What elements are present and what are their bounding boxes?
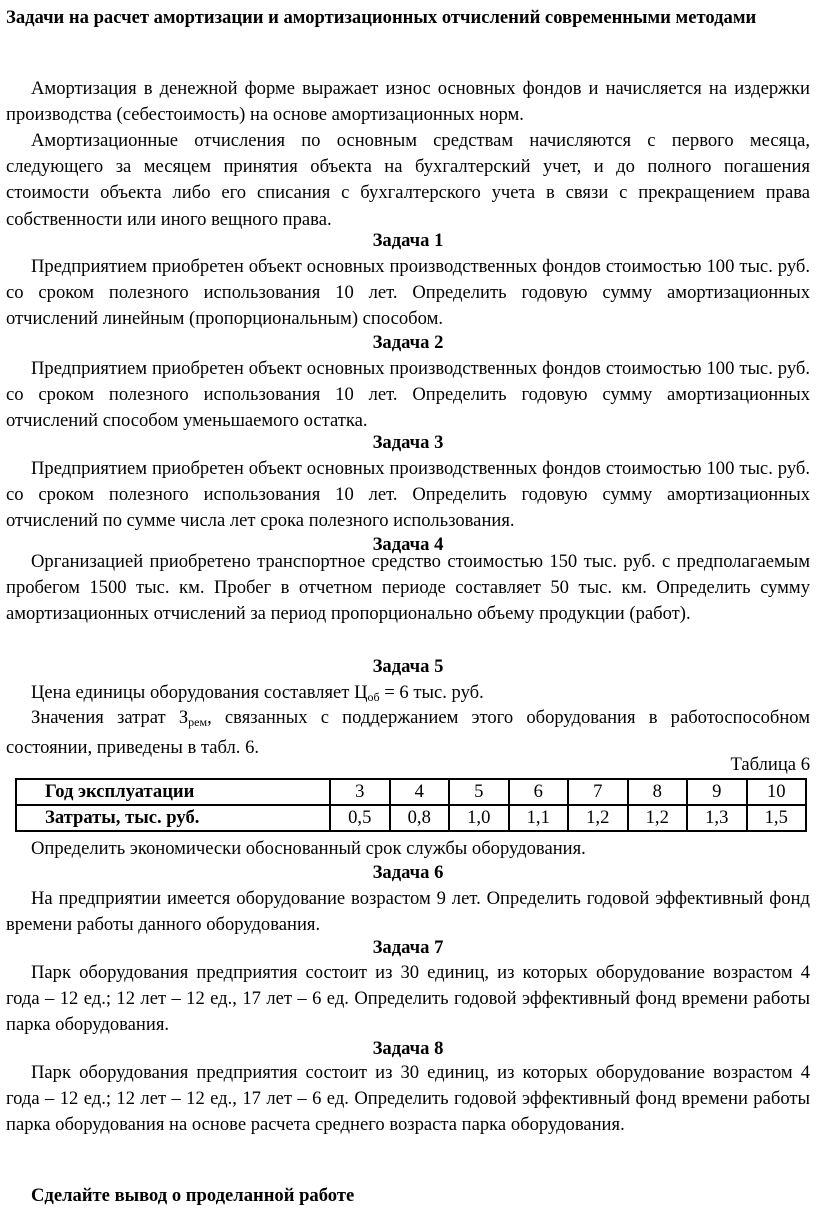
table-cell: 1,2 [568,805,628,831]
task3-heading: Задача 3 [372,432,444,453]
table-row-costs [16,805,806,831]
intro-paragraph-2: Амортизационные отчисления по основным средствам начисляются с первого месяца, следующего за месяцем принятия объекта на бухгалтерский учет, и до полного погашения стоимости объекта либо его списания с бухгалтерского учета в связи с прекращением права собственности или иного вещного права. [6,130,810,230]
task1-heading: Задача 1 [372,230,444,251]
table-cell: 1,5 [747,805,807,831]
row-label-costs: Затраты, тыс. руб. [16,805,330,831]
table-cell: 10 [747,779,807,805]
task5-question: Определить экономически обоснованный срок службы оборудования. [31,838,586,859]
task4-text: Организацией приобретено транспортное средство стоимостью 150 тыс. руб. с предполагаемым пробегом 1500 тыс. км. Пробег в отчетном периоде составляет 50 тыс. км. Определить сумму амортизационных отчислений за период пропорционально объему продукции (работ). [6,551,810,625]
task8-text: Парк оборудования предприятия состоит из 30 единиц, из которых оборудование возрастом 4 года – 12 ед.; 12 лет – 12 ед., 17 лет – 6 ед. Определить годовой эффективный фонд времени работы парка оборудования на основе расчета среднего возраста парка оборудования. [6,1062,810,1136]
task3-text: Предприятием приобретен объект основных производственных фондов стоимостью 100 тыс. руб. со сроком полезного использования 10 лет. Определить годовую сумму амортизационных отчислений по сумме числа лет срока полезного использования. [6,458,810,532]
table-cell: 9 [687,779,747,805]
table-caption: Таблица 6 [730,754,810,775]
intro-paragraph-1: Амортизация в денежной форме выражает износ основных фондов и начисляется на издержки производства (себестоимость) на основе амортизационных норм. [6,78,810,126]
task7-text: Парк оборудования предприятия состоит из 30 единиц, из которых оборудование возрастом 4 года – 12 ед.; 12 лет – 12 ед., 17 лет – 6 ед. Определить годовой эффективный фонд времени работы парка оборудования. [6,962,810,1036]
task5-heading: Задача 5 [372,656,444,677]
price-text: Цена единицы оборудования составляет Ц [31,682,368,703]
conclusion-instruction: Сделайте вывод о проделанной работе [31,1185,355,1206]
task2-heading: Задача 2 [372,332,444,353]
table-cell: 1,0 [449,805,509,831]
price-value: = 6 тыс. руб. [379,682,484,703]
table-cell: 3 [330,779,390,805]
table-cell: 0,8 [390,805,450,831]
task1-text: Предприятием приобретен объект основных производственных фондов стоимостью 100 тыс. руб. со сроком полезного использования 10 лет. Определить годовую сумму амортизационных отчислений линейным (пропорциональным) способом. [6,256,810,330]
table-cell: 6 [509,779,569,805]
costs-subscript: рем [188,715,208,729]
task8-heading: Задача 8 [372,1038,444,1059]
table-6 [15,778,807,832]
table-cell: 8 [628,779,688,805]
table-cell: 1,2 [628,805,688,831]
table-cell: 1,1 [509,805,569,831]
costs-text-rest: , связанных с поддержанием этого оборудования в работоспособном состоянии, приведены в табл. 6. [6,707,811,759]
table-cell: 5 [449,779,509,805]
task7-heading: Задача 7 [372,937,444,958]
costs-text: Значения затрат З [31,707,189,728]
table-cell: 4 [390,779,450,805]
document-title: Задачи на расчет амортизации и амортизационных отчислений современными методами [6,7,757,28]
price-subscript: об [367,690,380,704]
table-cell: 0,5 [330,805,390,831]
task6-heading: Задача 6 [372,862,444,883]
table-row-years [16,779,806,805]
row-label-years: Год эксплуатации [16,779,330,805]
task4-heading: Задача 4 [372,534,444,555]
task2-text: Предприятием приобретен объект основных производственных фондов стоимостью 100 тыс. руб. со сроком полезного использования 10 лет. Определить годовую сумму амортизационных отчислений способом уменьшаемого остатка. [6,358,810,432]
table-cell: 1,3 [687,805,747,831]
task6-text: На предприятии имеется оборудование возрастом 9 лет. Определить годовой эффективный фонд времени работы данного оборудования. [6,888,810,936]
table-cell: 7 [568,779,628,805]
